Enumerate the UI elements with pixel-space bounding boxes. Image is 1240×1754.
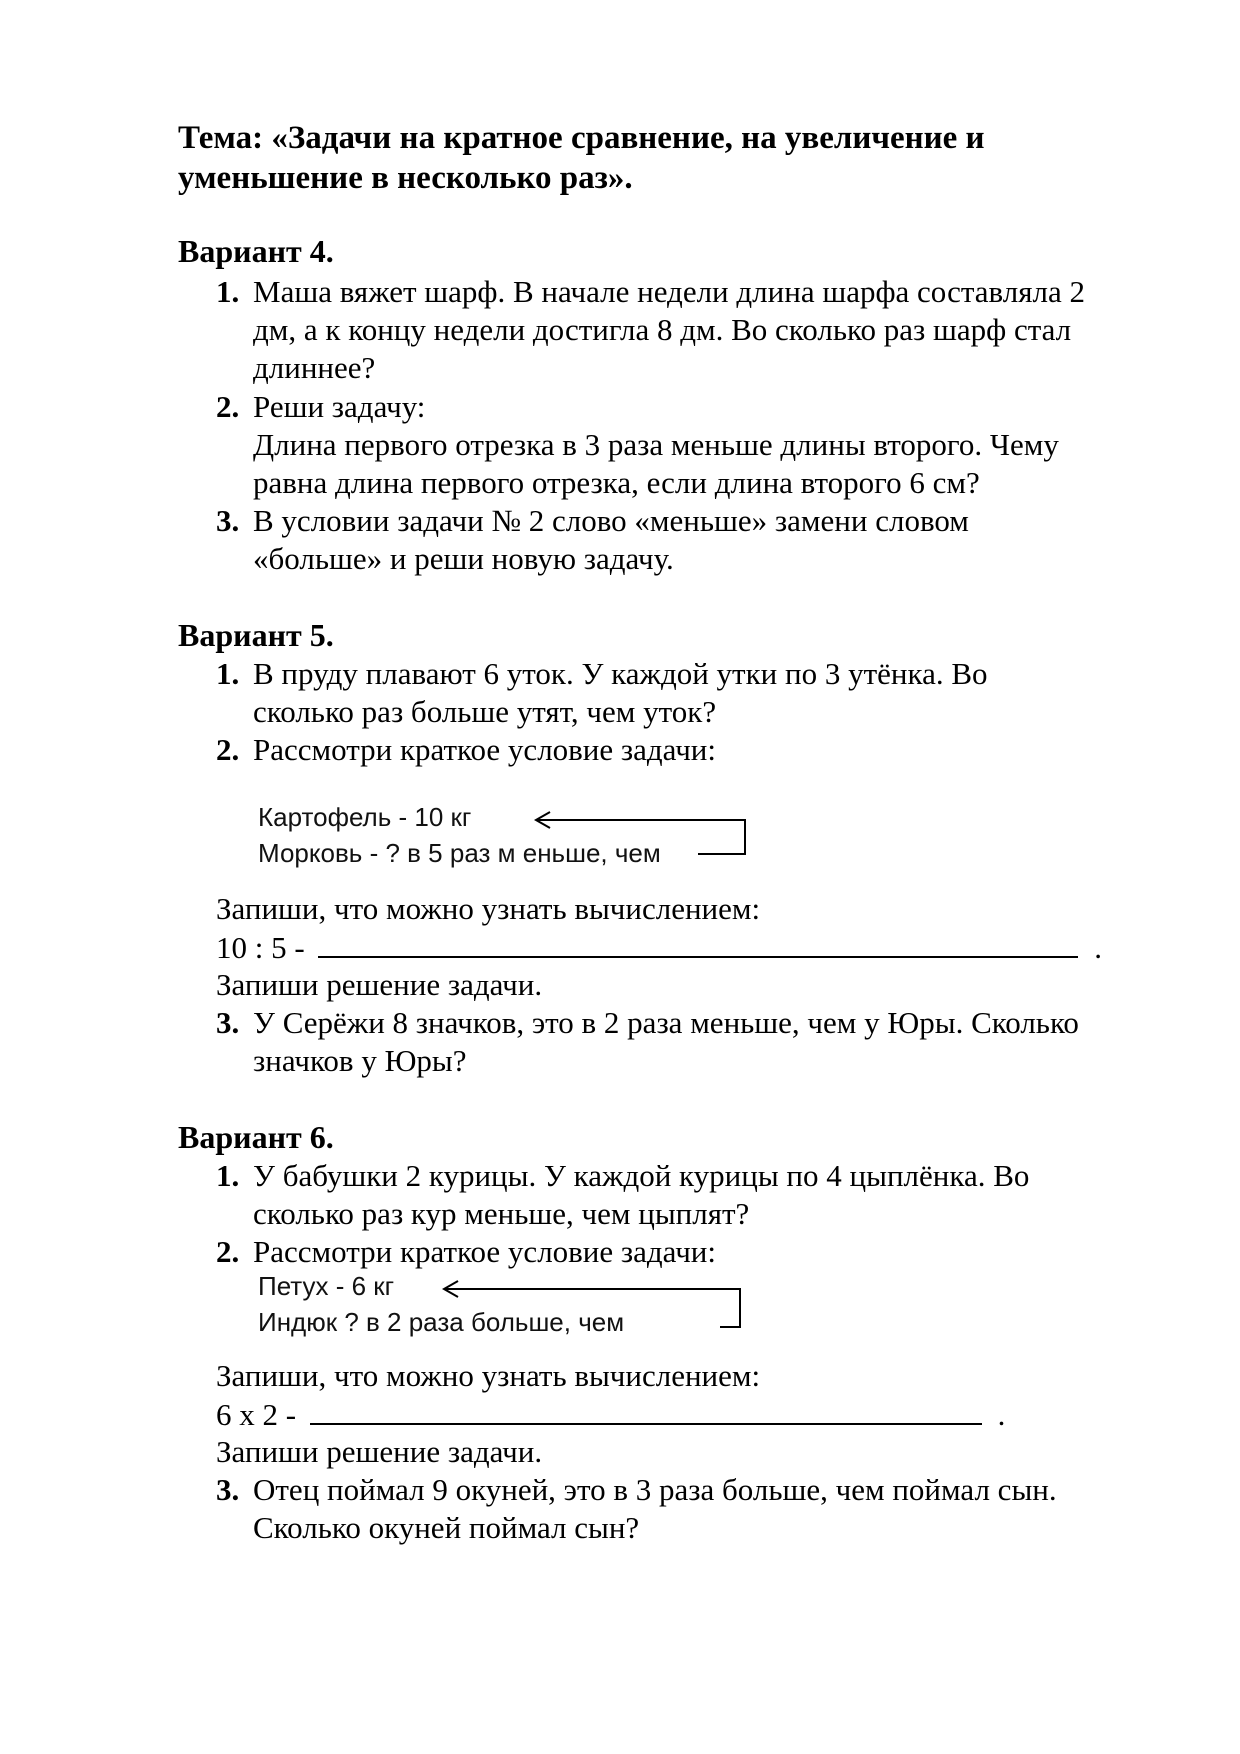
variant-5-task-1 [216,655,1166,731]
task-text-line: Реши задачу: [253,389,426,424]
task-text-line: сколько раз больше утят, чем уток? [253,694,717,729]
answer-end-mark: . [997,1397,1006,1432]
variant-6-task-2 [216,1233,1166,1271]
task-text-line: Рассмотри краткое условие задачи: [253,1234,716,1269]
variant-6-prompt: Запиши, что можно узнать вычислением: [216,1358,761,1393]
task-text-line: Длина первого отрезка в 3 раза меньше длины второго. Чему [253,427,1059,462]
variant-6-solve-prompt: Запиши решение задачи. [216,1434,543,1469]
answer-blank-field[interactable] [318,928,1078,958]
scheme-row-turkey: Индюк ? в 2 раза больше, чем [258,1307,625,1337]
task-number: 2. [216,389,240,424]
variant-6-heading: Вариант 6. [178,1119,334,1155]
variant-6-task-1 [216,1157,1166,1233]
task-text-line: У Серёжи 8 значков, это в 2 раза меньше, чем у Юры. Сколько [253,1005,1079,1040]
scheme-row-potato: Картофель - 10 кг [258,802,472,832]
task-text-line: «больше» и реши новую задачу. [253,541,674,576]
task-number: 3. [216,1005,240,1040]
task-text-line: В пруду плавают 6 уток. У каждой утки по 3 утёнка. Во [253,656,988,691]
variant-4-task-2 [216,388,1166,502]
variant-5-task-3 [216,1004,1166,1080]
variant-4-task-1 [216,273,1166,387]
task-number: 3. [216,503,240,538]
task-number: 1. [216,1158,240,1193]
variant-5-short-condition-scheme [258,800,758,880]
task-number: 2. [216,732,240,767]
task-number: 2. [216,1234,240,1269]
task-text-line: сколько раз кур меньше, чем цыплят? [253,1196,750,1231]
task-text-line: равна длина первого отрезка, если длина второго 6 см? [253,465,980,500]
task-text-line: Маша вяжет шарф. В начале недели длина шарфа составляла 2 [253,274,1085,309]
variant-6-short-condition-scheme [258,1269,758,1349]
task-text-line: длиннее? [253,350,376,385]
comparison-arrow-bracket [258,1269,758,1349]
variant-4-heading: Вариант 4. [178,233,334,269]
comparison-arrow-bracket [258,800,758,880]
answer-expression: 10 : 5 - [216,930,305,965]
variant-6-answer-line [216,1395,1005,1434]
answer-blank-field[interactable] [310,1395,982,1425]
scheme-row-rooster: Петух - 6 кг [258,1271,395,1301]
variant-4-task-3 [216,502,1166,578]
task-text-line: значков у Юры? [253,1043,467,1078]
task-text-line: Сколько окуней поймал сын? [253,1510,640,1545]
scheme-row-carrot: Морковь - ? в 5 раз м еньше, чем [258,838,661,868]
task-text-line: Отец поймал 9 окуней, это в 3 раза больше, чем поймал сын. [253,1472,1057,1507]
variant-6-task-3 [216,1471,1166,1547]
answer-expression: 6 х 2 - [216,1397,297,1432]
variant-5-prompt: Запиши, что можно узнать вычислением: [216,891,761,926]
task-number: 1. [216,274,240,309]
task-number: 3. [216,1472,240,1507]
variant-5-answer-line [216,928,1102,967]
task-text-line: дм, а к концу недели достигла 8 дм. Во сколько раз шарф стал [253,312,1072,347]
title-line-1: Тема: «Задачи на кратное сравнение, на увеличение и [178,120,985,156]
task-text-line: В условии задачи № 2 слово «меньше» замени словом [253,503,969,538]
variant-5-heading: Вариант 5. [178,617,334,653]
variant-5-task-2 [216,731,1166,769]
answer-end-mark: . [1094,930,1102,965]
variant-5-solve-prompt: Запиши решение задачи. [216,967,543,1002]
task-text-line: У бабушки 2 курицы. У каждой курицы по 4 цыплёнка. Во [253,1158,1030,1193]
task-number: 1. [216,656,240,691]
title-line-2: уменьшение в несколько раз». [178,160,633,196]
task-text-line: Рассмотри краткое условие задачи: [253,732,716,767]
page-title [178,118,1108,198]
